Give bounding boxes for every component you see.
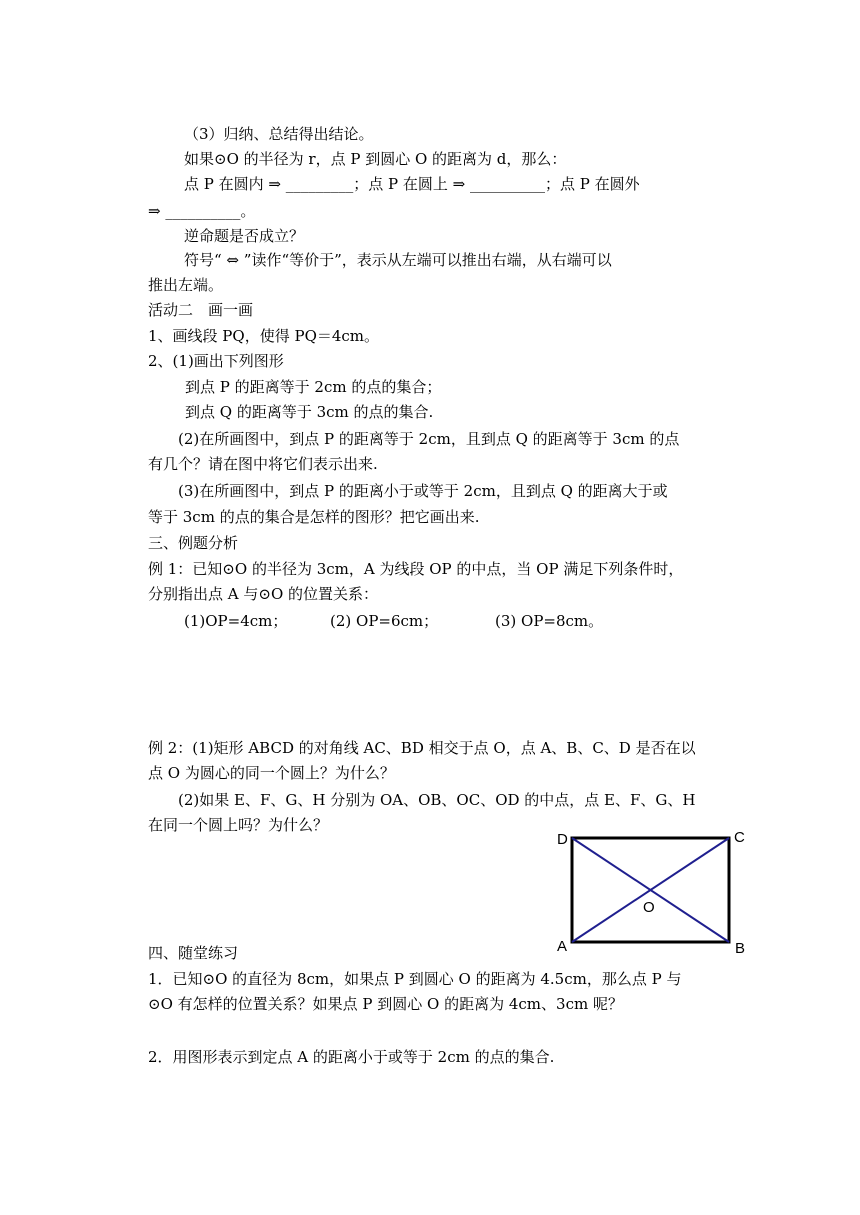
text-line: 2．用图形表示到定点 A 的距离小于或等于 2cm 的点的集合. [148, 1048, 555, 1066]
text-line: 点 P 在圆内 ⇒ _________；点 P 在圆上 ⇒ __________；点 P 在圆外 [184, 175, 640, 193]
text-line: 到点 P 的距离等于 2cm 的点的集合； [185, 378, 442, 396]
text-line: 1、画线段 PQ，使得 PQ＝4cm。 [148, 327, 380, 345]
text-line: 在同一个圆上吗？为什么？ [148, 816, 329, 834]
text-line: 逆命题是否成立？ [184, 227, 305, 245]
text-line: 分别指出点 A 与⊙O 的位置关系： [148, 585, 379, 603]
section-heading: 活动二 画一画 [148, 301, 254, 319]
condition-1: (1)OP=4cm； [184, 612, 288, 630]
section-heading: 三、例题分析 [148, 534, 239, 552]
text-line: ⇒ __________。 [148, 202, 256, 220]
text-line: 到点 Q 的距离等于 3cm 的点的集合. [185, 403, 434, 421]
label-a: A [557, 938, 568, 955]
text-line: 如果⊙O 的半径为 r，点 P 到圆心 O 的距离为 d，那么： [184, 150, 567, 168]
text-line: 1．已知⊙O 的直径为 8cm，如果点 P 到圆心 O 的距离为 4.5cm，那么点 P 与 [148, 970, 682, 988]
text-line: 等于 3cm 的点的集合是怎样的图形？把它画出来. [148, 508, 480, 526]
rectangle-figure [540, 815, 770, 965]
example1-conditions [184, 609, 603, 633]
label-c: C [734, 829, 745, 846]
condition-3: (3) OP=8cm。 [495, 612, 604, 630]
section-heading: 四、随堂练习 [148, 944, 239, 962]
text-line: 例 1：已知⊙O 的半径为 3cm，A 为线段 OP 的中点，当 OP 满足下列条件时， [148, 560, 684, 578]
text-line: 推出左端。 [148, 276, 224, 294]
text-line: 2、(1)画出下列图形 [148, 352, 284, 370]
text-line: （3）归纳、总结得出结论。 [184, 125, 374, 143]
label-o: O [643, 899, 655, 916]
text-line: 点 O 为圆心的同一个圆上？为什么？ [148, 764, 395, 782]
text-line: (2)在所画图中，到点 P 的距离等于 2cm，且到点 Q 的距离等于 3cm 的点 [178, 430, 680, 448]
condition-2: (2) OP=6cm； [330, 612, 439, 630]
label-b: B [735, 940, 746, 957]
text-line: ⊙O 有怎样的位置关系？如果点 P 到圆心 O 的距离为 4cm、3cm 呢？ [148, 995, 623, 1013]
text-line: 符号“ ⇔ ”读作“等价于”，表示从左端可以推出右端，从右端可以 [184, 251, 612, 269]
text-line: (3)在所画图中，到点 P 的距离小于或等于 2cm，且到点 Q 的距离大于或 [178, 482, 668, 500]
text-line: 例 2：(1)矩形 ABCD 的对角线 AC、BD 相交于点 O，点 A、B、C、D 是否在以 [148, 739, 696, 757]
text-line: (2)如果 E、F、G、H 分别为 OA、OB、OC、OD 的中点，点 E、F、G、H [178, 791, 696, 809]
label-d: D [557, 831, 568, 848]
text-line: 有几个？请在图中将它们表示出来. [148, 455, 378, 473]
